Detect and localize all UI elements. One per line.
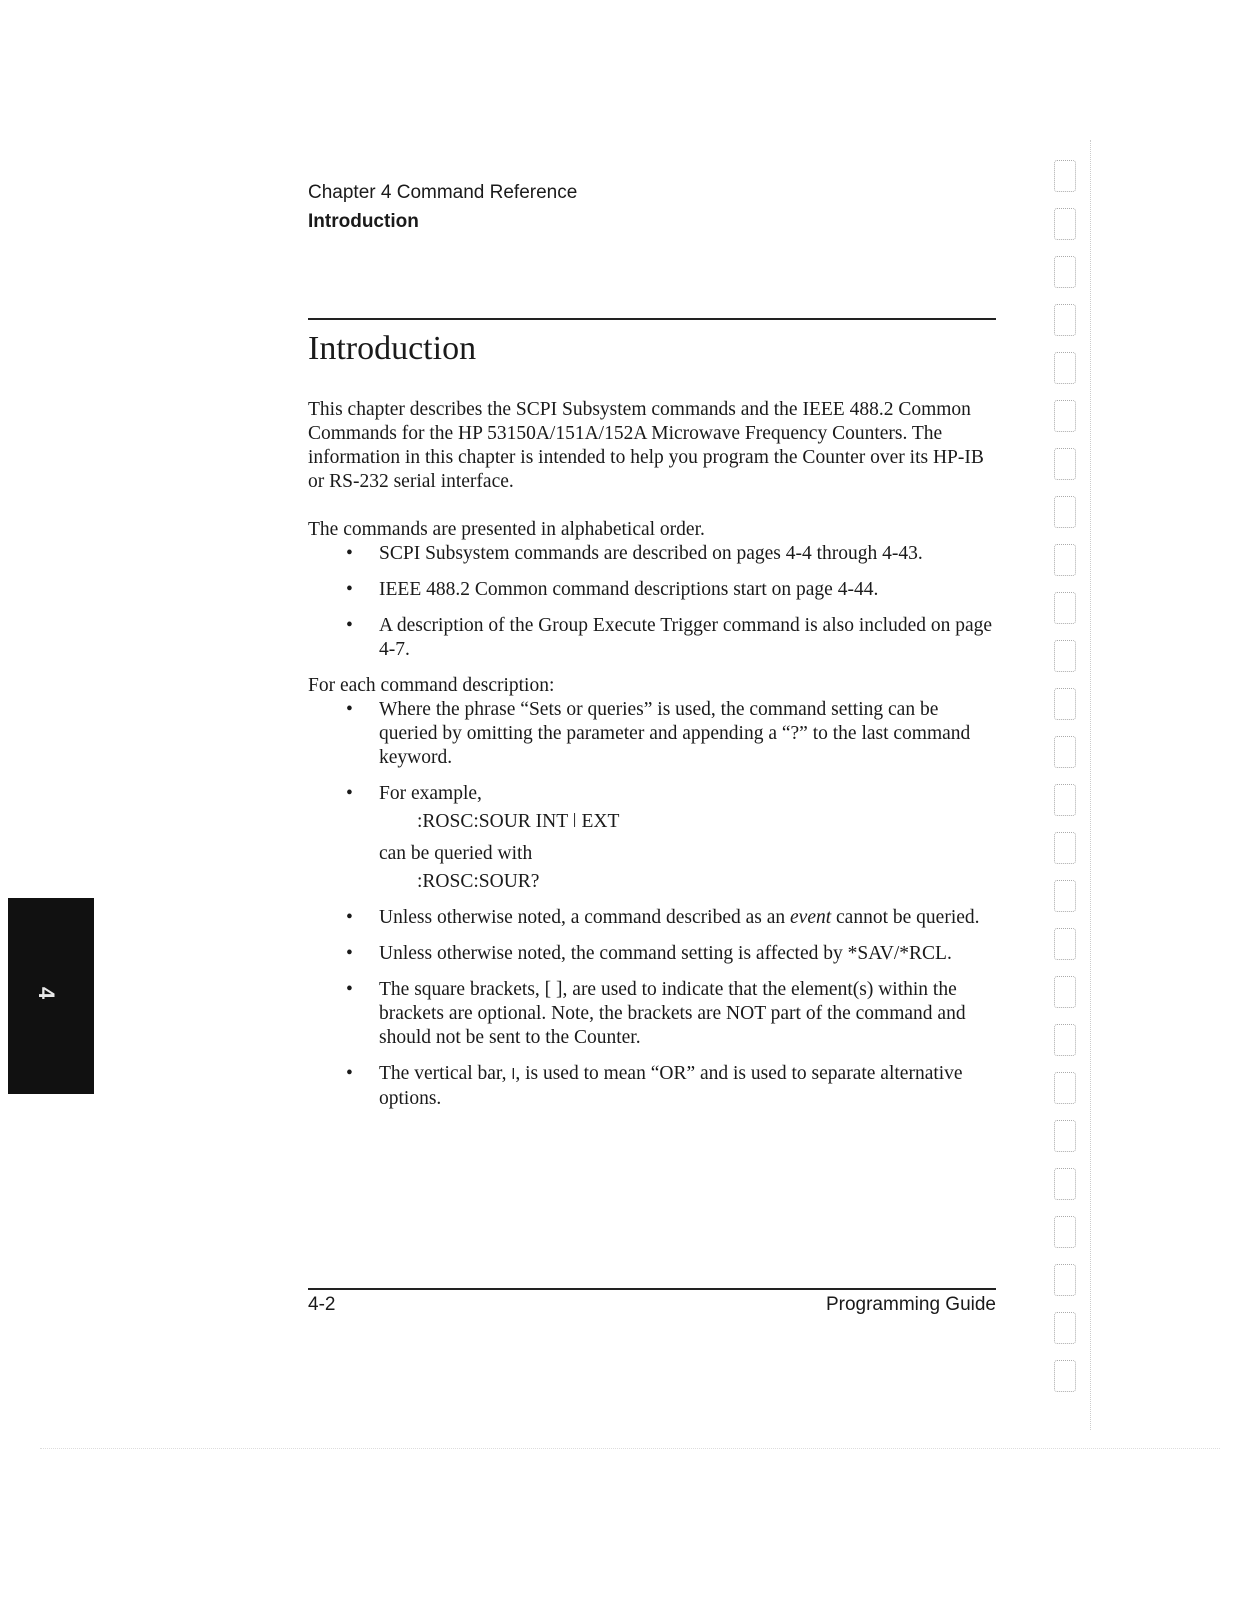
vertical-bar-symbol: ǀ [511, 1066, 516, 1083]
binding-hole [1054, 208, 1076, 240]
bullet-icon: • [346, 615, 353, 636]
binding-hole [1054, 1264, 1076, 1296]
list-item-text: Unless otherwise noted, a command described as an [379, 907, 791, 928]
list-item [308, 542, 996, 566]
section-heading: Introduction [308, 211, 419, 232]
list-item-text: The square brackets, [ ], are used to indicate that the element(s) within the brackets are optional. Note, the brackets are NOT part of the command and should not be sent to the Counter. [379, 979, 966, 1048]
binding-hole [1054, 736, 1076, 768]
bullet-icon: • [346, 1063, 353, 1084]
binding-hole [1054, 880, 1076, 912]
binding-hole [1054, 592, 1076, 624]
guide-title: Programming Guide [825, 1294, 996, 1315]
binding-hole [1054, 256, 1076, 288]
binding-hole [1054, 784, 1076, 816]
binding-hole [1054, 1072, 1076, 1104]
example-command: :ROSC:SOUR INT ǀ EXT [417, 811, 620, 832]
bullet-icon: • [346, 979, 353, 1000]
binding-holes [1048, 160, 1088, 1410]
bullet-icon: • [346, 907, 353, 928]
page-title: Introduction [308, 330, 477, 367]
list-item-text: Where the phrase “Sets or queries” is used, the command setting can be queried by omitting the parameter and appending a “?” to the last command keyword. [379, 699, 971, 768]
list-item [308, 698, 996, 770]
binding-hole [1054, 640, 1076, 672]
binding-hole [1054, 832, 1076, 864]
list-item-text: A description of the Group Execute Trigger command is also included on page 4-7. [379, 615, 993, 660]
page-number: 4-2 [308, 1294, 336, 1315]
binding-hole [1054, 544, 1076, 576]
list-item [308, 782, 996, 894]
list-item-text: cannot be queried. [831, 907, 980, 928]
binding-hole [1054, 496, 1076, 528]
list-item [308, 1062, 996, 1111]
binding-hole [1054, 1216, 1076, 1248]
list-item-text: SCPI Subsystem commands are described on pages 4-4 through 4-43. [379, 543, 923, 564]
binding-hole [1054, 688, 1076, 720]
command-pages-list [308, 542, 996, 662]
footer-rule [308, 1288, 996, 1290]
binding-hole [1054, 928, 1076, 960]
example-query: :ROSC:SOUR? [417, 871, 540, 892]
running-header [308, 178, 577, 236]
intro-paragraph: This chapter describes the SCPI Subsystem commands and the IEEE 488.2 Common Commands for the HP 53150A/151A/152A Microwave Frequency Counters. The information in this chapter is intended to help you program the Counter over its HP-IB or RS-232 serial interface. [308, 399, 984, 492]
bullet-icon: • [346, 579, 353, 600]
bullet-icon: • [346, 783, 353, 804]
binding-hole [1054, 1168, 1076, 1200]
example-mid-text: can be queried with [379, 843, 533, 864]
binding-hole [1054, 400, 1076, 432]
binding-hole [1054, 352, 1076, 384]
bullet-icon: • [346, 543, 353, 564]
list-item [308, 906, 996, 930]
list-item [308, 614, 996, 662]
scan-border [40, 1448, 1220, 1449]
binding-hole [1054, 976, 1076, 1008]
binding-hole [1054, 304, 1076, 336]
binding-hole [1054, 1360, 1076, 1392]
event-term: event [790, 907, 832, 928]
list-item-text: Unless otherwise noted, the command setting is affected by *SAV/*RCL. [379, 943, 952, 964]
binding-hole [1054, 448, 1076, 480]
body-text [308, 398, 996, 1123]
list-item [308, 578, 996, 602]
chapter-heading: Chapter 4 Command Reference [308, 182, 578, 203]
bullet-icon: • [346, 699, 353, 720]
chapter-thumb-tab [8, 898, 94, 1094]
list-item-text: The vertical bar, [379, 1063, 512, 1084]
bullet-icon: • [346, 943, 353, 964]
binding-hole [1054, 1024, 1076, 1056]
binding-edge [1090, 140, 1091, 1430]
binding-hole [1054, 1312, 1076, 1344]
list-item [308, 942, 996, 966]
title-rule [308, 318, 996, 320]
order-note: The commands are presented in alphabetical order. [308, 519, 705, 540]
conventions-list [308, 698, 996, 1111]
list-item-text: IEEE 488.2 Common command descriptions start on page 4-44. [379, 579, 879, 600]
list-item [308, 978, 996, 1050]
binding-hole [1054, 160, 1076, 192]
example-lead: For example, [379, 783, 482, 804]
list-item-text: , is used to mean “OR” and is used to separate alternative options. [379, 1063, 963, 1109]
chapter-tab-number: 4 [34, 986, 60, 1000]
binding-hole [1054, 1120, 1076, 1152]
each-description-intro: For each command description: [308, 675, 555, 696]
